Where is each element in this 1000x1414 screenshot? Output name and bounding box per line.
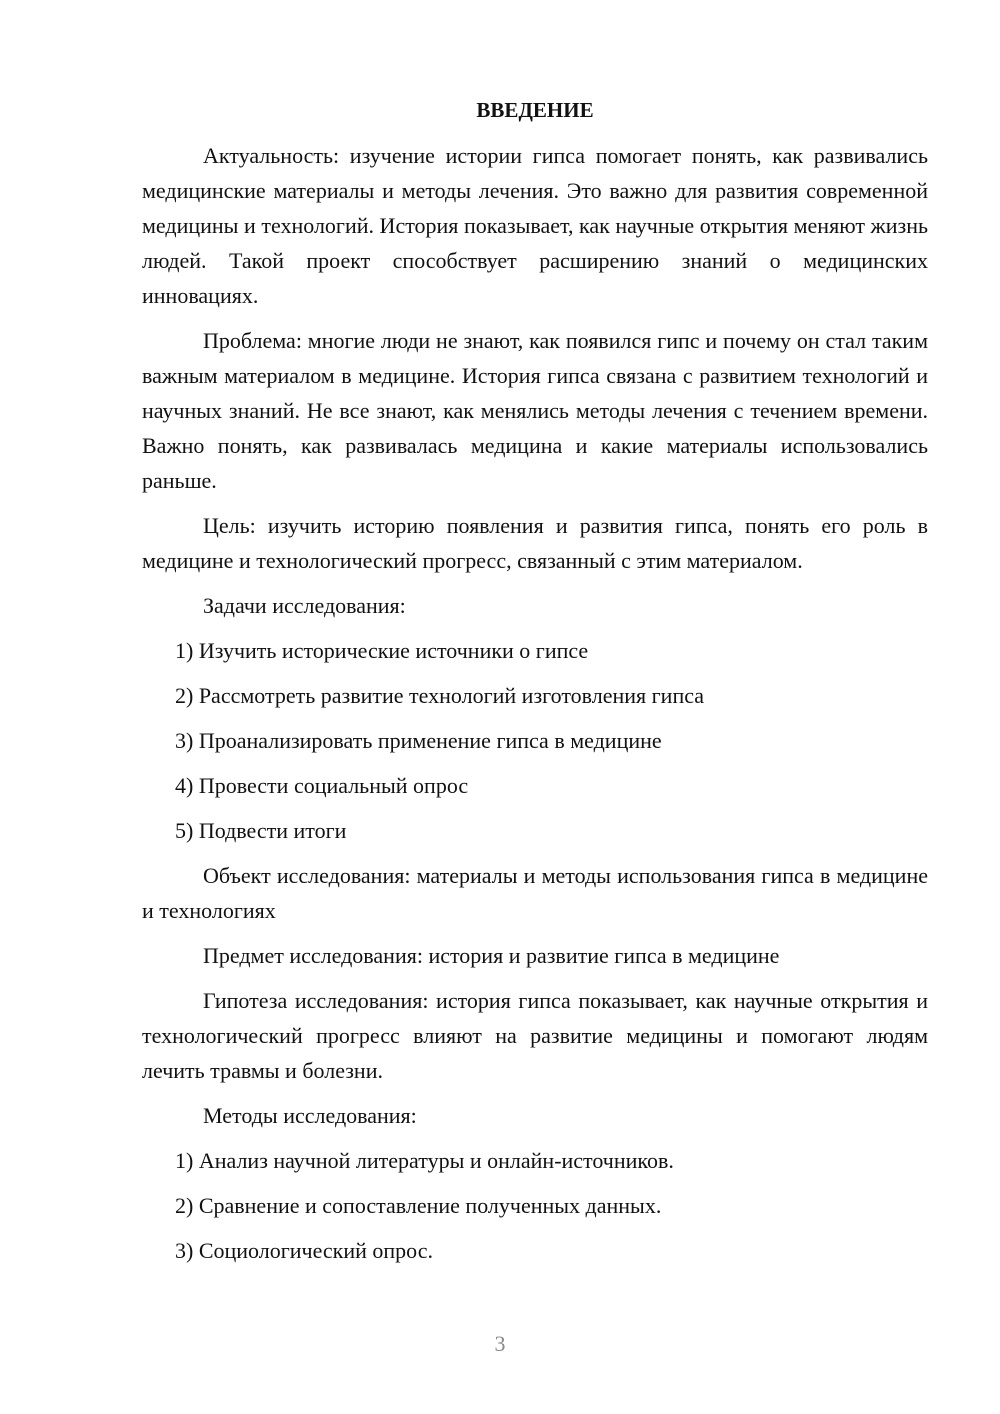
method-item: 3) Социологический опрос.: [175, 1238, 433, 1263]
goal-paragraph: Цель: изучить историю появления и развития гипса, понять его роль в медицине и технологический прогресс, связанный с этим материалом.: [142, 513, 928, 573]
page-title: ВВЕДЕНИЕ: [476, 98, 594, 122]
task-item: 2) Рассмотреть развитие технологий изготовления гипса: [175, 683, 705, 708]
relevance-paragraph: Актуальность: изучение истории гипса помогает понять, как развивались медицинские материалы и методы лечения. Это важно для развития современной медицины и технологий. История показывает, как научные открытия меняют жизнь людей. Такой проект способствует расширению знаний о медицинских инновациях.: [142, 143, 928, 308]
hypothesis-paragraph: Гипотеза исследования: история гипса показывает, как научные открытия и технологический прогресс влияют на развитие медицины и помогают людям лечить травмы и болезни.: [142, 988, 928, 1083]
object-paragraph: Объект исследования: материалы и методы использования гипса в медицине и технологиях: [142, 863, 928, 923]
task-item: 4) Провести социальный опрос: [175, 773, 469, 798]
methods-heading: Методы исследования:: [203, 1103, 417, 1128]
method-item: 1) Анализ научной литературы и онлайн-источников.: [175, 1148, 674, 1173]
tasks-heading: Задачи исследования:: [203, 593, 406, 618]
page-number: 3: [494, 1331, 506, 1356]
task-item: 1) Изучить исторические источники о гипсе: [175, 638, 589, 663]
task-item: 3) Проанализировать применение гипса в медицине: [175, 728, 662, 753]
task-item: 5) Подвести итоги: [175, 818, 347, 843]
subject-paragraph: Предмет исследования: история и развитие гипса в медицине: [203, 943, 780, 968]
problem-paragraph: Проблема: многие люди не знают, как появился гипс и почему он стал таким важным материалом в медицине. История гипса связана с развитием технологий и научных знаний. Не все знают, как менялись методы лечения с течением времени. Важно понять, как развивалась медицина и какие материалы использовались раньше.: [142, 328, 928, 493]
document-page: [142, 93, 928, 1278]
method-item: 2) Сравнение и сопоставление полученных данных.: [175, 1193, 662, 1218]
